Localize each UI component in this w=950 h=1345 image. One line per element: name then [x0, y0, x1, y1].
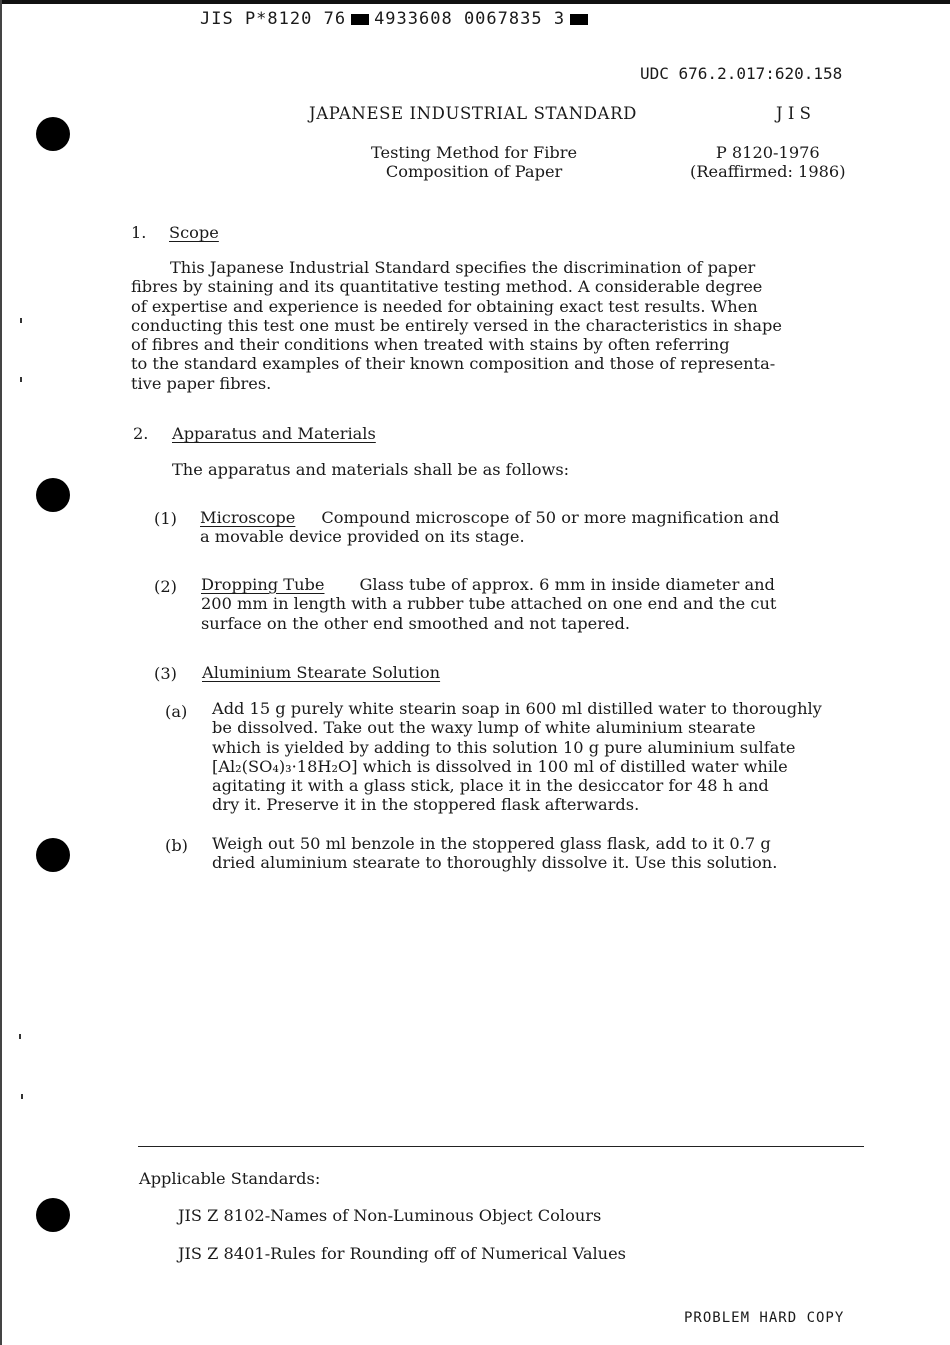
- paragraph-line: of fibres and their conditions when treated with stains by often referring: [131, 335, 730, 355]
- sub-a-line: be dissolved. Take out the waxy lump of white aluminium stearate: [212, 718, 756, 738]
- standard-number: P 8120-1976: [715, 143, 820, 162]
- item-3-number: (3): [154, 664, 177, 683]
- section-1-paragraph: [131, 258, 782, 393]
- scan-speck: [20, 318, 22, 323]
- jis-mark: J I S: [776, 104, 811, 123]
- item-1-term: Microscope: [200, 508, 296, 527]
- item-2-term: Dropping Tube: [201, 575, 325, 594]
- section-2-heading: Apparatus and Materials: [172, 424, 376, 443]
- section-1-number: 1.: [131, 223, 147, 242]
- item-2-line-2: 200 mm in length with a rubber tube attached on one end and the cut: [201, 594, 777, 614]
- scan-speck: [19, 1034, 21, 1039]
- section-2-number: 2.: [133, 424, 149, 443]
- standard-number-block: [690, 143, 846, 182]
- paragraph-line: tive paper fibres.: [131, 373, 272, 393]
- top-scan-border: [0, 0, 950, 4]
- binder-hole: [36, 838, 70, 872]
- applicable-standards-heading: Applicable Standards:: [139, 1169, 321, 1188]
- item-2-text: [201, 575, 776, 633]
- sub-a-line: which is yielded by adding to this solution 10 g pure aluminium sulfate: [212, 737, 796, 757]
- item-2-line-3: surface on the other end smoothed and not tapered.: [201, 613, 631, 633]
- section-2-intro: The apparatus and materials shall be as follows:: [172, 460, 570, 479]
- sub-b-line: dried aluminium stearate to thoroughly dissolve it. Use this solution.: [212, 853, 778, 873]
- item-1-text: [200, 508, 779, 547]
- applicable-standard-item: JIS Z 8401-Rules for Rounding off of Numerical Values: [178, 1244, 626, 1263]
- binder-hole: [36, 1198, 70, 1232]
- paragraph-line: to the standard examples of their known composition and those of representa-: [131, 354, 776, 374]
- sub-item-a-text: [212, 699, 822, 815]
- item-1-number: (1): [154, 509, 177, 528]
- item-line: [201, 575, 776, 594]
- redaction-block: [351, 14, 369, 25]
- item-line: [200, 508, 779, 527]
- binder-hole: [36, 117, 70, 151]
- left-scan-border: [0, 0, 2, 1345]
- sub-a-line: [Al₂(SO₄)₃·18H₂O] which is dissolved in 100 ml of distilled water while: [212, 756, 788, 776]
- sub-item-b-label: (b): [165, 836, 188, 855]
- title-line-2: Composition of Paper: [385, 162, 563, 182]
- item-3-term: Aluminium Stearate Solution: [202, 663, 441, 682]
- sub-b-line: Weigh out 50 ml benzole in the stoppered glass flask, add to it 0.7 g: [212, 834, 771, 853]
- code-mid: 4933608 0067835 3: [374, 9, 566, 29]
- item-1-line-1: Compound microscope of 50 or more magnification and: [321, 508, 780, 527]
- document-code-line: [200, 9, 593, 29]
- standard-org: JAPANESE INDUSTRIAL STANDARD: [309, 104, 637, 123]
- item-2-line-1: Glass tube of approx. 6 mm in inside diameter and: [359, 575, 775, 594]
- sub-a-line: dry it. Preserve it in the stoppered flask afterwards.: [212, 795, 640, 815]
- applicable-standard-item: JIS Z 8102-Names of Non-Luminous Object Colours: [178, 1206, 602, 1225]
- sub-item-b-text: [212, 834, 777, 873]
- item-2-number: (2): [154, 577, 177, 596]
- scan-speck: [21, 1094, 23, 1099]
- title-line-1: Testing Method for Fibre: [371, 143, 578, 162]
- reaffirmed-date: (Reaffirmed: 1986): [690, 162, 846, 182]
- sub-a-line: Add 15 g purely white stearin soap in 600 ml distilled water to thoroughly: [212, 699, 822, 718]
- footnote-divider: [138, 1146, 864, 1147]
- binder-hole: [36, 478, 70, 512]
- document-title: [371, 143, 577, 182]
- redaction-block: [570, 14, 588, 25]
- paragraph-line: conducting this test one must be entirely versed in the characteristics in shape: [131, 315, 782, 335]
- item-1-line-2: a movable device provided on its stage.: [200, 527, 525, 547]
- udc-number: UDC 676.2.017:620.158: [640, 64, 843, 83]
- paragraph-line: of expertise and experience is needed for obtaining exact test results. When: [131, 296, 758, 316]
- code-left: JIS P*8120 76: [200, 9, 347, 29]
- paragraph-line: fibres by staining and its quantitative testing method. A considerable degree: [131, 277, 763, 297]
- sub-item-a-label: (a): [165, 702, 188, 721]
- sub-a-line: agitating it with a glass stick, place it in the desiccator for 48 h and: [212, 776, 769, 796]
- paragraph-line: This Japanese Industrial Standard specifies the discrimination of paper: [170, 258, 756, 277]
- problem-hard-copy-stamp: PROBLEM HARD COPY: [684, 1310, 845, 1326]
- scan-speck: [20, 377, 22, 382]
- section-1-heading: Scope: [169, 223, 219, 242]
